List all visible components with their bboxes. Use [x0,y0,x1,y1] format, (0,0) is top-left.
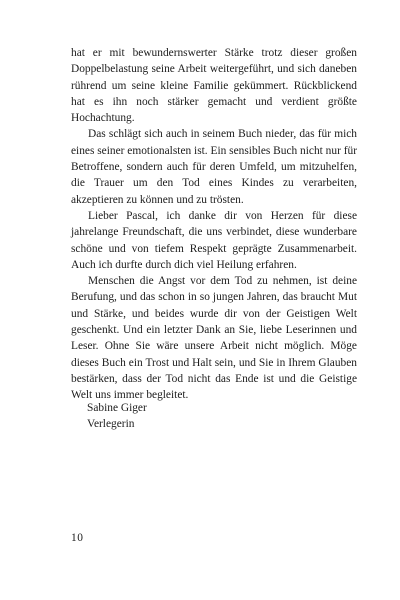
paragraph-thanks-pascal: Lieber Pascal, ich danke dir von Herzen für diese jahrelange Freundschaft, die uns verbindet, diese wunderbare schöne und von tiefem Respekt geprägte Zusammenarbeit. Auch ich durfte durch dich viel Heilung erfahren. [71,209,357,271]
page-number: 10 [71,532,84,544]
signature-name: Sabine Giger [87,402,147,414]
paragraph-closing: Menschen die Angst vor dem Tod zu nehmen, ist deine Berufung, und das schon in so jungen Jahren, das braucht Mut und Stärke, und beides wurde dir von der Geistigen Welt geschenkt. Und ein letzter Dank an Sie, liebe Leserinnen und Leser. Ohne Sie wäre unsere Arbeit nicht möglich. Möge dieses Buch ein Trost und Halt sein, und Sie in Ihrem Glauben bestärken, dass der Tod nicht das Ende ist und die Geistige Welt uns immer begleitet. [71,275,357,402]
paragraph-continuation: hat er mit bewundernswerter Stärke trotz dieser großen Doppelbelastung seine Arbeit weitergeführt, und sich daneben rührend um seine kleine Familie gekümmert. Rückblickend hat es ihn noch stärker gemacht und verdient größte Hochachtung. [71,47,357,125]
signature-block [87,400,287,433]
body-text [71,45,357,404]
signature-role: Verlegerin [87,418,135,431]
paragraph-book-description: Das schlägt sich auch in seinem Buch nieder, das für mich eines seiner emotionalsten ist. Ein sensibles Buch nicht nur für Betroffene, sondern auch für deren Umfeld, um mitzuhelfen, die Trauer um den Tod eines Kindes zu verarbeiten, akzeptieren zu können und zu trösten. [71,128,357,206]
